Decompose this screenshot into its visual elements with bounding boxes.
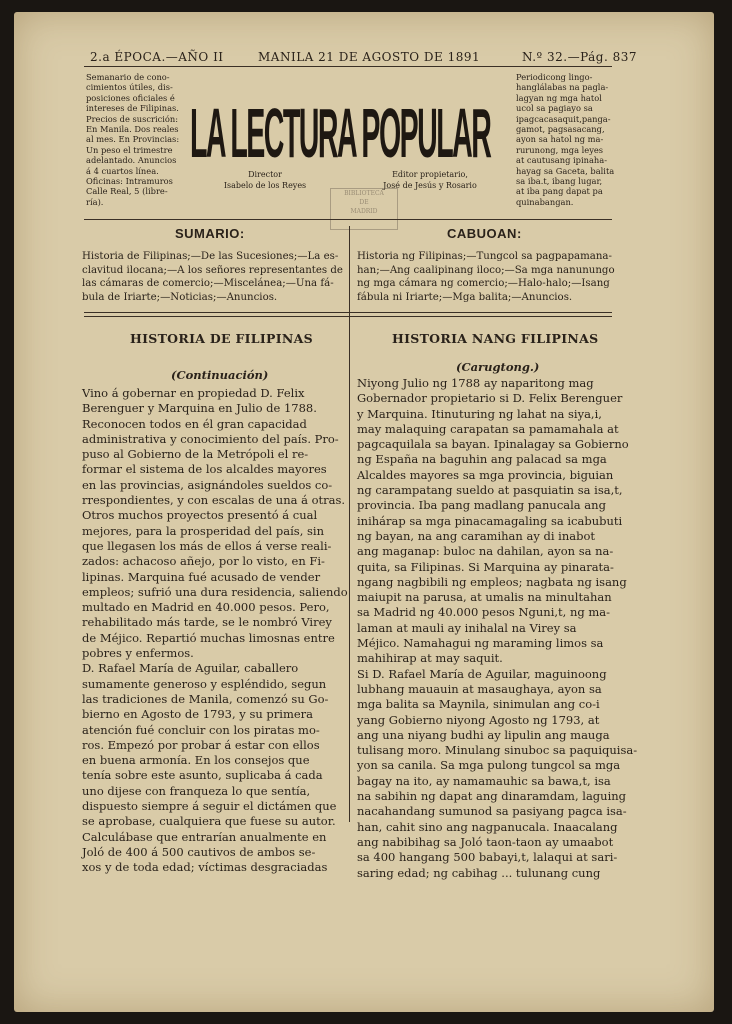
article-tl-line: quita, sa Filipinas. Si Marquina ay pinarata- bbox=[357, 559, 614, 574]
header-rule bbox=[84, 66, 612, 67]
cabuoan-title: CABUOAN: bbox=[447, 226, 522, 241]
cabuoan-line: han;—Ang caalipinang ilocо;—Sa mga nanunungo bbox=[357, 264, 615, 276]
article-tl-line: mahihirap at may saquit. bbox=[357, 651, 503, 666]
article-es-line: de Méjico. Repartió muchas limosnas entre bbox=[82, 630, 335, 645]
article-tl-line: y Marquina. Itinuturing ng lahat na siya,i, bbox=[357, 406, 602, 421]
subscription-info-line: á 4 cuartos línea. bbox=[86, 165, 159, 176]
article-es-line: Reconocen todos en él gran capacidad bbox=[82, 416, 307, 431]
stamp-line-3: MADRID bbox=[350, 208, 378, 215]
tagalog-info-line: ayon sa hatol ng ma- bbox=[516, 134, 604, 145]
article-es-line: bierno en Agosto de 1793, y su primera bbox=[82, 707, 314, 722]
article-es-title: HISTORIA DE FILIPINAS bbox=[130, 331, 313, 346]
article-es-line: tenía sobre este asunto, suplicaba á cada bbox=[82, 768, 323, 783]
article-tl-line: ang una niyang budhi ay lipulin ang mauga bbox=[357, 727, 610, 742]
article-es-line: rrespondientes, y con escalas de una á otras. bbox=[82, 493, 346, 508]
sumario-line: bula de Iriarte;—Noticias;—Anuncios. bbox=[82, 291, 278, 303]
article-es-body bbox=[82, 386, 350, 876]
article-tl-line: yon sa canila. Sa mga pulong tungcol sa mga bbox=[357, 758, 621, 773]
article-es-line: zados: achacoso añejo, por lo visto, en Fi- bbox=[82, 554, 325, 569]
article-tl-line: mga balita sa Maynila, sinimulan ang co-i bbox=[357, 697, 600, 712]
subscription-info-line: Oficinas: Intramuros bbox=[86, 176, 173, 187]
subscription-info-line: Calle Real, 5 (libre- bbox=[86, 186, 168, 197]
article-es-line: formar el sistema de los alcaldes mayores bbox=[82, 462, 327, 477]
article-es-line: atención fué concluir con los piratas mo- bbox=[82, 722, 320, 737]
article-tl-line: sa 400 hangang 500 babayi,t, lalaqui at sari- bbox=[357, 850, 618, 865]
article-tl-line: pagcaquilala sa bayan. Ipinalagay sa Gobierno bbox=[357, 437, 629, 452]
article-tl-line: sa Madrid ng 40.000 pesos Nguni,t, ng ma- bbox=[357, 605, 611, 620]
article-tl-line: na sabihin ng dapat ang dinaramdam, laguing bbox=[357, 789, 627, 804]
article-tl-line: ng España na baguhin ang palacad sa mga bbox=[357, 452, 607, 467]
tagalog-info-line: quinabangan. bbox=[516, 196, 574, 207]
cabuoan-line: ng mga cámara ng comercio;—Halo-halo;—Isang bbox=[357, 278, 610, 290]
masthead-title: LA LECTURA POPULAR bbox=[190, 93, 491, 172]
sumario-text bbox=[82, 250, 350, 304]
tagalog-info-line: hanglálabas na pagla- bbox=[516, 82, 609, 93]
tagalog-info-line: sa iba.t, ibang lugar, bbox=[516, 176, 603, 187]
article-es-line: Joló de 400 á 500 cautivos de ambos se- bbox=[82, 844, 316, 859]
article-es-line: en las provincias, asignándoles sueldos co- bbox=[82, 477, 333, 492]
tagalog-info-line: lagyan ng mga hatol bbox=[516, 92, 602, 103]
sumario-line: Historia de Filipinas;—De las Sucesiones;—La es- bbox=[82, 251, 339, 262]
masthead-rule bbox=[84, 219, 612, 220]
article-es-line: uno dijese con franqueza lo que sentía, bbox=[82, 783, 311, 798]
subscription-info-line: En Manila. Dos reales bbox=[86, 124, 179, 135]
article-es-line: ros. Empezó por probar á estar con ellos bbox=[82, 737, 320, 752]
article-es-line: D. Rafael María de Aguilar, caballero bbox=[82, 661, 299, 676]
director-role: Director bbox=[248, 170, 282, 179]
article-tl-line: saring edad; ng cabihag ... tulunang cung bbox=[357, 865, 601, 880]
article-tl-line: ng bayan, na ang caramihan ay di inabot bbox=[357, 528, 596, 543]
article-es-line: Calculábase que entrarían anualmente en bbox=[82, 829, 327, 844]
article-tl-line: Gobernador propietario si D. Felix Berenguer bbox=[357, 391, 623, 406]
stamp-line-2: DE bbox=[359, 199, 369, 206]
tagalog-info-line: rurunong, mga leyes bbox=[516, 144, 604, 155]
article-tl-line: Niyong Julio ng 1788 ay naparitong mag bbox=[357, 376, 594, 390]
tagalog-info-line: ucol sa pagiayo sa bbox=[516, 103, 593, 114]
tagalog-info-line: at cautusang ipinaha- bbox=[516, 155, 608, 166]
subscription-info-line: Un peso el trimestre bbox=[86, 144, 173, 155]
tagalog-info-line: at iba pang dapat pa bbox=[516, 186, 603, 197]
article-tl-line: lubhang mauauin at masaughaya, ayon sa bbox=[357, 681, 602, 696]
article-tl-line: han, cahit sino ang nagpanucala. Inaacalang bbox=[357, 819, 618, 834]
article-tl-line: ang nabibihag sa Joló taon-taon ay umaabot bbox=[357, 834, 614, 849]
stamp-line-1: BIBLIOTECA bbox=[344, 190, 384, 197]
subscription-info-line: cimientos útiles, dis- bbox=[86, 82, 173, 93]
article-tl-line: yang Gobierno niyong Agosto ng 1793, at bbox=[357, 712, 600, 727]
article-es-line: Otros muchos proyectos presentó á cual bbox=[82, 508, 318, 523]
director-name: Isabelo de los Reyes bbox=[223, 181, 307, 190]
article-tl-line: Méjico. Namahagui ng maraming limos sa bbox=[357, 636, 604, 651]
article-es-line: empleos; sufrió una dura residencia, saliendo bbox=[82, 584, 348, 599]
article-tl-line: ng carampatang sueldo at pasquiatin sa isa,t, bbox=[357, 483, 623, 498]
subscription-info-line: posiciones oficiales é bbox=[86, 92, 175, 103]
article-es-line: las tradiciones de Manila, comenzó su Go- bbox=[82, 691, 329, 706]
article-es-line: administrativa y conocimiento del país. Pro- bbox=[82, 431, 339, 446]
header-epoch: 2.a ÉPOCA.—AÑO II bbox=[90, 50, 224, 64]
subscription-info-box bbox=[86, 72, 184, 207]
editor-name: José de Jesús y Rosario bbox=[383, 181, 477, 190]
article-es-line: pobres y enfermos. bbox=[82, 646, 194, 661]
header-issue: N.º 32.—Pág. 837 bbox=[522, 50, 637, 64]
tagalog-info-box bbox=[516, 72, 614, 207]
article-tl-line: Si D. Rafael María de Aguilar, maguinoong bbox=[357, 666, 607, 681]
article-tl-body bbox=[357, 376, 638, 881]
article-es-line: puso al Gobierno de la Metrópoli el re- bbox=[82, 447, 309, 462]
article-es-line: rehabilitado más tarde, se le nombró Virey bbox=[82, 615, 332, 630]
cabuoan-line: fábula ni Iriarte;—Mga balita;—Anuncios. bbox=[357, 291, 573, 303]
article-es-line: en buena armonía. En los consejos que bbox=[82, 753, 310, 768]
header-dateline: MANILA 21 DE AGOSTO DE 1891 bbox=[258, 50, 481, 64]
article-tl-title: HISTORIA NANG FILIPINAS bbox=[392, 331, 599, 346]
article-tl-line: tulisang moro. Minulang sinuboc sa paquiquisa- bbox=[357, 743, 638, 758]
tagalog-info-line: Periodicong lingo- bbox=[516, 72, 593, 82]
article-es-line: sumamente generoso y espléndido, segun bbox=[82, 676, 327, 691]
cabuoan-line: Historia ng Filipinas;—Tungcol sa pagpapamana- bbox=[357, 251, 612, 262]
director-credit bbox=[210, 169, 320, 191]
subscription-info-line: Precios de suscrición: bbox=[86, 113, 179, 124]
article-es-line: multado en Madrid en 40.000 pesos. Pero, bbox=[82, 600, 330, 615]
summary-rule-2 bbox=[84, 316, 612, 317]
article-tl-line: ngang nagbibili ng empleos; nagbata ng isang bbox=[357, 574, 627, 589]
article-es-subtitle: (Continuación) bbox=[171, 368, 269, 382]
cabuoan-text bbox=[357, 250, 625, 304]
article-es-line: lipinas. Marquina fué acusado de vender bbox=[82, 569, 321, 584]
tagalog-info-line: gamot, pagsasacang, bbox=[516, 124, 605, 135]
tagalog-info-line: ipagcacasaquit,panga- bbox=[516, 113, 611, 124]
article-tl-line: may malaquing carapatan sa pamamahala at bbox=[357, 421, 619, 436]
subscription-info-line: adelantado. Anuncios bbox=[86, 155, 177, 166]
sumario-title: SUMARIO: bbox=[175, 226, 245, 241]
subscription-info-line: al mes. En Provincias: bbox=[86, 134, 180, 145]
subscription-info-line: Semanario de cono- bbox=[86, 72, 170, 82]
subscription-info-line: ría). bbox=[86, 196, 104, 207]
sumario-line: las cámaras de comercio;—Miscelánea;—Una fá- bbox=[82, 278, 334, 290]
sumario-line: clavitud ilocana;—A los señores representantes de bbox=[82, 264, 343, 276]
article-tl-line: bagay na ito, ay namamauhic sa bawa,t, isa bbox=[357, 773, 611, 788]
article-tl-line: ang maganap: buloc na dahilan, ayon sa na- bbox=[357, 544, 614, 559]
tagalog-info-line: hayag sa Gaceta, balita bbox=[516, 165, 615, 176]
article-es-line: se aprobase, cualquiera que fuese su autor. bbox=[82, 814, 336, 829]
article-tl-line: provincia. Iba pang madlang panucala ang bbox=[357, 498, 606, 513]
article-es-line: mejores, para la prosperidad del país, sin bbox=[82, 523, 324, 538]
article-es-line: xos y de toda edad; víctimas desgraciadas bbox=[82, 860, 328, 875]
editor-role: Editor propietario, bbox=[392, 170, 468, 179]
article-es-line: que llegasen los más de ellos á verse reali- bbox=[82, 538, 332, 553]
article-tl-subtitle: (Carugtong.) bbox=[456, 360, 540, 374]
article-tl-line: laman at mauli ay inihalal na Virey sa bbox=[357, 620, 577, 635]
article-tl-line: Alcaldes mayores sa mga provincia, biguian bbox=[357, 467, 614, 482]
article-es-line: Vino á gobernar en propiedad D. Felix bbox=[82, 386, 305, 400]
summary-rule-1 bbox=[84, 312, 612, 313]
subscription-info-line: intereses de Filipinas. bbox=[86, 103, 179, 114]
article-es-line: Berenguer y Marquina en Julio de 1788. bbox=[82, 401, 317, 416]
article-tl-line: inihárap sa mga pinacamagaling sa icabubuti bbox=[357, 513, 623, 528]
article-es-line: dispuesto siempre á seguir el dictámen que bbox=[82, 799, 337, 814]
library-stamp bbox=[330, 188, 398, 230]
article-tl-line: nacahandang sumunod sa pasiyang pagca isa- bbox=[357, 804, 627, 819]
article-tl-line: maiupit na parusa, at umalis na minultahan bbox=[357, 590, 612, 605]
